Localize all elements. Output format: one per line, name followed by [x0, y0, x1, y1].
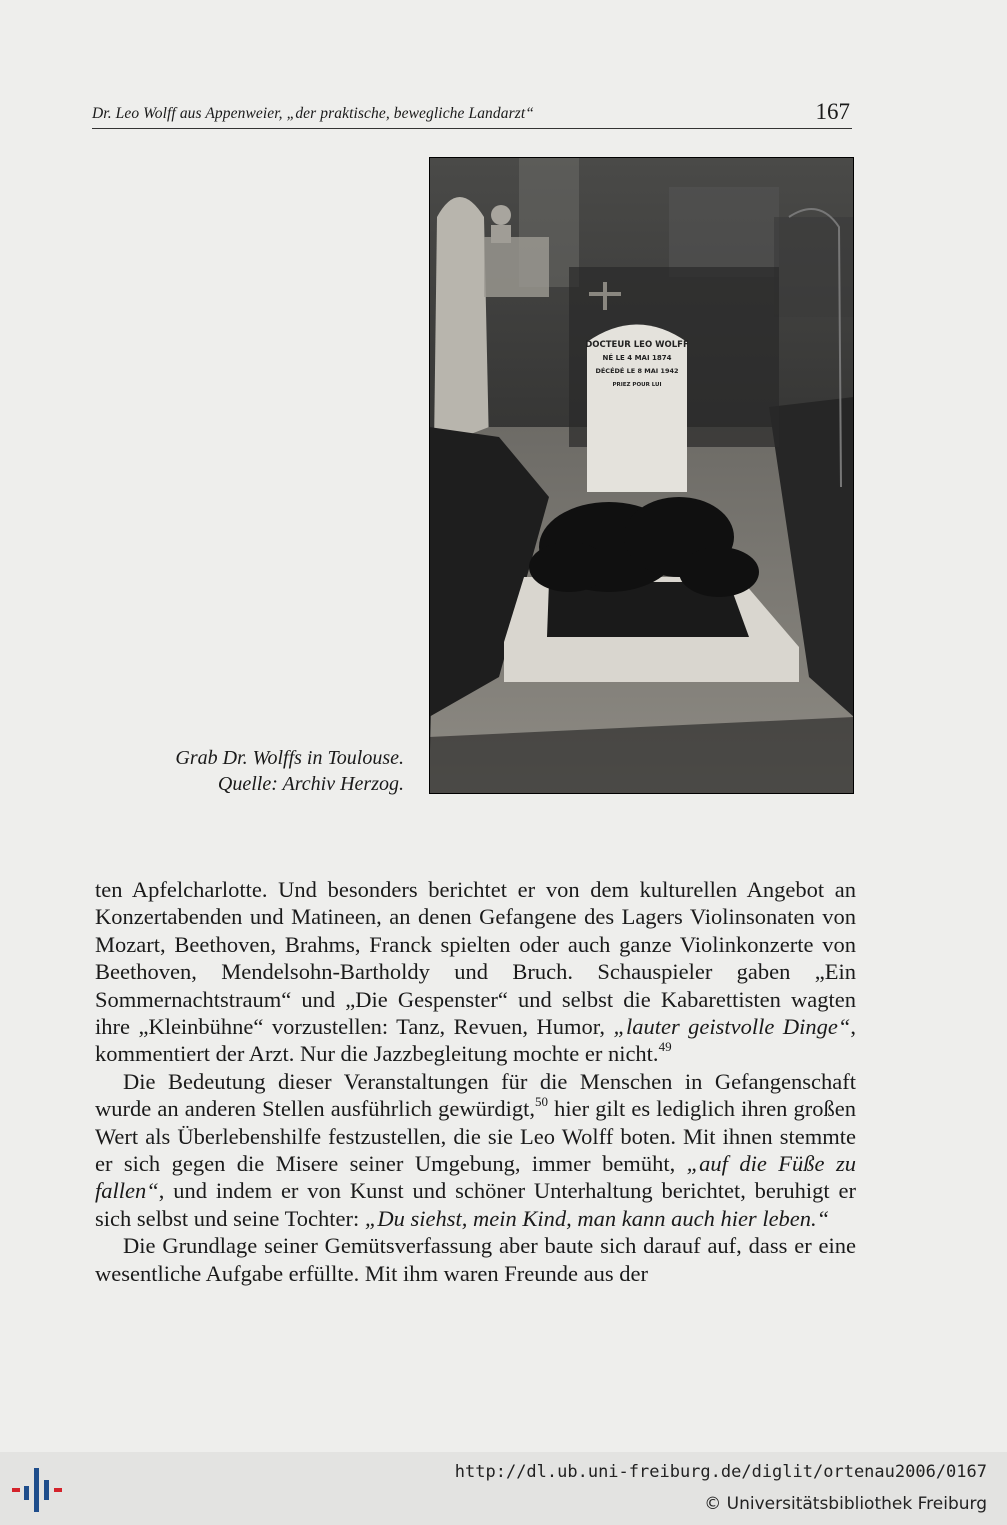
ub-freiburg-logo-icon[interactable]	[12, 1466, 64, 1514]
footnote-ref-50[interactable]: 50	[534, 1093, 548, 1109]
paragraph-2-mid: hier gilt es lediglich ihren großen Wert als Überlebenshilfe festzustellen, die sie Leo Wolff boten. Mit ihnen stemmte er sich gegen die Misere seiner Umgebung, immer bemüht,	[95, 1096, 857, 1177]
caption-line-1: Grab Dr. Wolffs in Toulouse.	[175, 747, 404, 769]
running-header	[92, 100, 852, 129]
photo-caption	[110, 745, 404, 797]
quote-lauter-geistvolle: „lauter geistvolle Dinge“	[613, 1014, 851, 1040]
grave-photo	[429, 157, 854, 794]
paragraph-1-text: ten Apfelcharlotte. Und besonders berichtet er von dem kulturellen Angebot an Konzertabenden und Matineen, an denen Gefangene des Lagers Violinsonaten von Mozart, Beethoven, Brahms, Franck spielten oder auch ganze Violinkonzerte von Beethoven, Mendelsohn-Bartholdy und Bruch. Schauspieler gaben „Ein Sommernachtstraum“ und „Die Gespenster“ und selbst die Kabarettisten wagten ihre „Kleinbühne“ vorzustellen: Tanz, Revuen, Humor,	[95, 877, 856, 1040]
running-title: Dr. Leo Wolff aus Appenweier, „der praktische, bewegliche Landarzt“	[92, 105, 534, 122]
caption-line-2: Quelle: Archiv Herzog.	[217, 773, 404, 795]
body-text	[95, 876, 856, 1287]
paragraph-1-tail: , kommentiert der Arzt. Nur die Jazzbegleitung mochte er nicht.	[95, 1014, 856, 1067]
copyright-notice: © Universitätsbibliothek Freiburg	[704, 1494, 987, 1514]
paragraph-2	[95, 1068, 856, 1232]
inscription-line-3: DÉCÉDÉ LE 8 MAI 1942	[595, 367, 679, 375]
paragraph-3-text: Die Grundlage seiner Gemütsverfassung aber baute sich darauf auf, dass er eine wesentliche Aufgabe erfüllte. Mit ihm waren Freunde aus der	[95, 1233, 856, 1286]
viewer-footer	[0, 1452, 1007, 1525]
paragraph-2-text: Die Bedeutung dieser Veranstaltungen für die Menschen in Gefangenschaft wurde an anderen Stellen ausführlich gewürdigt,	[95, 1068, 856, 1122]
paragraph-2-mid2: , und indem er von Kunst und schöner Unterhaltung berichtet, beruhigt er sich selbst und seine Tochter:	[95, 1178, 856, 1231]
inscription-line-4: PRIEZ POUR LUI	[612, 382, 662, 388]
footnote-ref-49[interactable]: 49	[658, 1038, 672, 1054]
page-number: 167	[815, 99, 850, 124]
paragraph-1	[95, 876, 856, 1068]
inscription-line-2: NÉ LE 4 MAI 1874	[602, 354, 672, 362]
paragraph-3	[95, 1232, 856, 1287]
quote-fuesse-fallen: „auf die Füße zu fallen“	[95, 1151, 856, 1204]
quote-du-siehst: „Du siehst, mein Kind, man kann auch hier leben.“	[364, 1205, 830, 1231]
inscription-line-1: DOCTEUR LEO WOLFF	[585, 340, 689, 350]
document-url-link[interactable]: http://dl.ub.uni-freiburg.de/diglit/ortenau2006/0167	[454, 1462, 987, 1482]
